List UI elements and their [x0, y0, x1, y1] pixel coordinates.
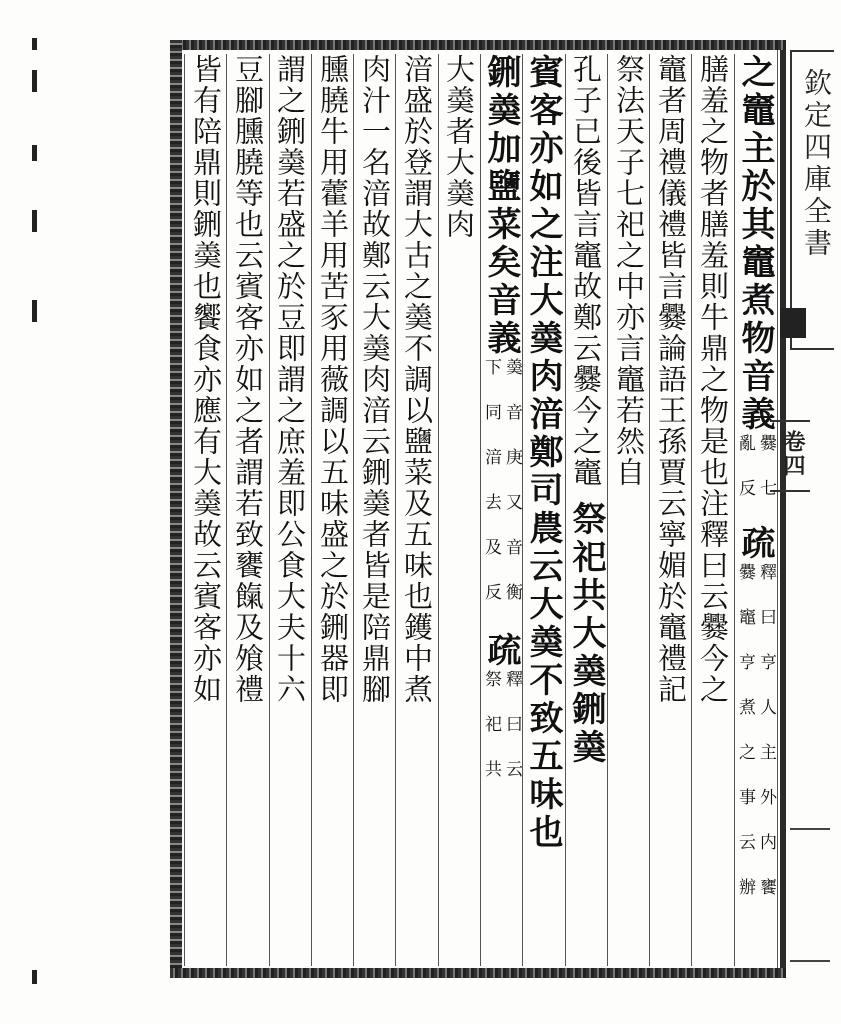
commentary-text: 竈者周禮儀禮皆言爨論語王孫賈云寧媚於竈禮記	[654, 54, 688, 705]
commentary-text: 孔子已後皆言竈故鄭云爨今之竈	[569, 54, 603, 488]
commentary-text: 皆有陪鼎則鉶羮也饗食亦應有大羮故云賓客亦如	[189, 54, 223, 705]
column-rule	[649, 54, 650, 966]
gutter-mark	[32, 300, 37, 322]
main-text: 之竈主於其竈煮物音義	[735, 54, 775, 434]
annotation-text: 下同湆去及反	[481, 358, 501, 628]
commentary-text: 豆腳臐膮等也云賓客亦如之者謂若致饔餼及飧禮	[231, 54, 265, 705]
commentary-text: 大羮者大羮肉	[442, 54, 476, 240]
volume-label: 卷四	[780, 430, 806, 478]
main-text: 賓客亦如之注大羮肉湆鄭司農云大羮不致五味也	[523, 54, 563, 852]
commentary-text: 臐膮牛用藿羊用苦豕用薇調以五味盛之於鉶器即	[316, 54, 350, 705]
commentary-text: 謂之鉶羮若盛之於豆即謂之庶羞即公食大夫十六	[273, 54, 307, 705]
margin-tick	[790, 828, 830, 830]
frame-border-left	[170, 40, 182, 978]
annotation-text: 羮音庚又音衡	[502, 358, 522, 628]
main-text: 疏	[735, 525, 775, 563]
column-rule	[311, 54, 312, 966]
column-rule	[226, 54, 227, 966]
annotation-text: 亂反	[735, 434, 755, 524]
gutter-mark	[32, 70, 37, 92]
commentary-text: 湆盛於登謂大古之羮不調以鹽菜及五味也鑊中煮	[400, 54, 434, 705]
margin-tick	[790, 960, 830, 962]
column-rule	[607, 54, 608, 966]
main-text: 疏	[481, 632, 521, 670]
annotation-text: 祭祀共	[481, 670, 501, 805]
book-title: 欽定四庫全書	[800, 68, 833, 260]
commentary-text: 膳羞之物者膳羞則牛鼎之物是也注釋曰云爨今之	[696, 54, 730, 705]
frame-border-bottom	[170, 968, 786, 978]
column-rule	[184, 54, 185, 966]
annotation-text: 釋曰亨人主外内饔	[756, 563, 776, 923]
main-text: 祭祀共大羮鉶羮	[566, 501, 606, 767]
gutter-mark	[32, 145, 37, 161]
column-rule	[269, 54, 270, 966]
annotation-text: 爨竈亨煮之事云辦	[735, 563, 755, 923]
frame-border-top	[170, 40, 786, 50]
gutter-mark	[32, 970, 37, 984]
commentary-text: 祭法天子七祀之中亦言竈若然自	[612, 54, 646, 488]
gutter-mark	[32, 38, 37, 50]
column-rule	[691, 54, 692, 966]
column-rule	[438, 54, 439, 966]
fish-tail-mark	[780, 308, 806, 338]
annotation-text: 爨七	[756, 434, 776, 524]
gutter-mark	[32, 210, 37, 232]
column-rule	[353, 54, 354, 966]
main-text: 鉶羮加鹽菜矣音義	[481, 54, 521, 358]
annotation-text: 釋曰云	[502, 670, 522, 805]
commentary-text: 肉汁一名湆故鄭云大羮肉湆云鉶羮者皆是陪鼎腳	[358, 54, 392, 705]
column-rule	[395, 54, 396, 966]
